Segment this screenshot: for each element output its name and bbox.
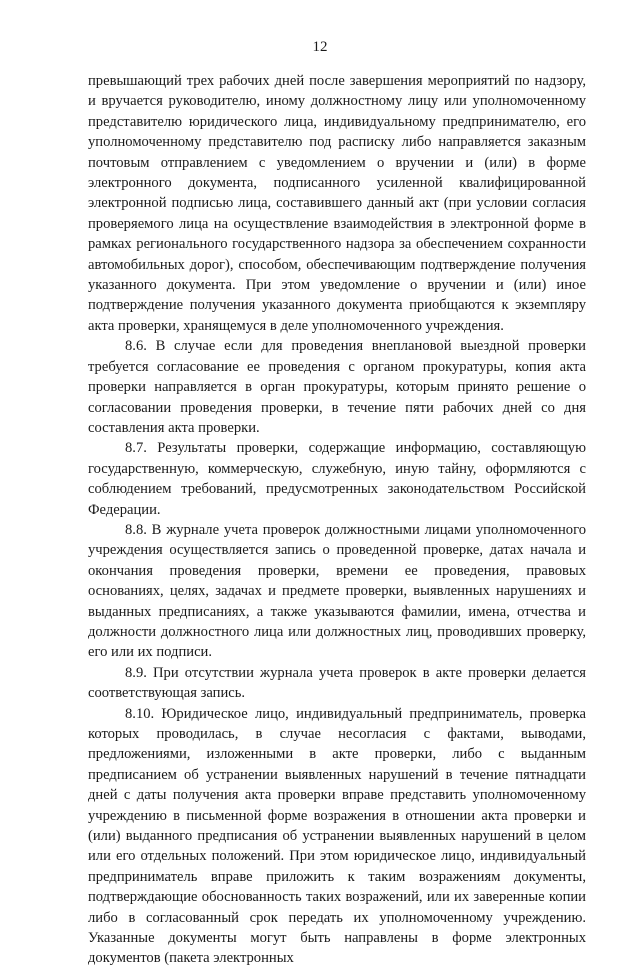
paragraph-8-10: 8.10. Юридическое лицо, индивидуальный предприниматель, проверка которых проводилась, в случае несогласия с фактами, выводами, предложениями, изложенными в акте проверки, либо с выданным предписанием об устранении выявленных нарушений в течение пятнадцати дней с даты получения акта проверки вправе представить уполномоченному учреждению в письменной форме возражения в отношении акта проверки и (или) выданного предписания об устранении выявленных нарушений в целом или его отдельных положений. При этом юридическое лицо, индивидуальный предприниматель вправе приложить к таким возражениям документы, подтверждающие обоснованность таких возражений, или их заверенные копии либо в согласованный срок передать их уполномоченному учреждению. Указанные документы могут быть направлены в форме электронных документов (пакета электронных — [88, 705, 586, 967]
paragraph-8-8: 8.8. В журнале учета проверок должностными лицами уполномоченного учреждения осуществляется запись о проведенной проверке, датах начала и окончания проведения проверки, времени ее проведения, правовых основаниях, целях, задачах и предмете проверки, выявленных нарушениях и выданных предписаниях, а также указываются фамилии, имена, отчества и должности должностного лица или должностных лиц, проводивших проверку, его или их подписи. — [88, 521, 586, 661]
page-number: 12 — [312, 39, 328, 55]
paragraph-continuation: превышающий трех рабочих дней после завершения мероприятий по надзору, и вручается руководителю, иному должностному лицу или уполномоченному представителю юридического лица, индивидуальному предпринимателю, его уполномоченному представителю под расписку либо направляется заказным почтовым отправлением с уведомлением о вручении и (или) в форме электронного документа, подписанного усиленной квалифицированной электронной подписью лица, составившего данный акт (при условии согласия проверяемого лица на осуществление взаимодействия в электронной форме в рамках регионального государственного надзора за обеспечением сохранности автомобильных дорог), способом, обеспечивающим подтверждение получения указанного документа. При этом уведомление о вручении и (или) иное подтверждение получения указанного документа приобщаются к экземпляру акта проверки, хранящемуся в деле уполномоченного учреждения. — [88, 73, 586, 334]
paragraph-8-9: 8.9. При отсутствии журнала учета проверок в акте проверки делается соответствующая запись. — [88, 664, 586, 702]
document-body — [88, 71, 586, 969]
paragraph-8-7: 8.7. Результаты проверки, содержащие информацию, составляющую государственную, коммерческую, служебную, иную тайну, оформляются с соблюдением требований, предусмотренных законодательством Российской Федерации. — [88, 440, 586, 518]
paragraph-8-6: 8.6. В случае если для проведения внеплановой выездной проверки требуется согласование ее проведения с органом прокуратуры, копия акта проверки направляется в орган прокуратуры, которым принято решение о согласовании проведения проверки, в течение пяти рабочих дней со дня составления акта проверки. — [88, 338, 586, 436]
